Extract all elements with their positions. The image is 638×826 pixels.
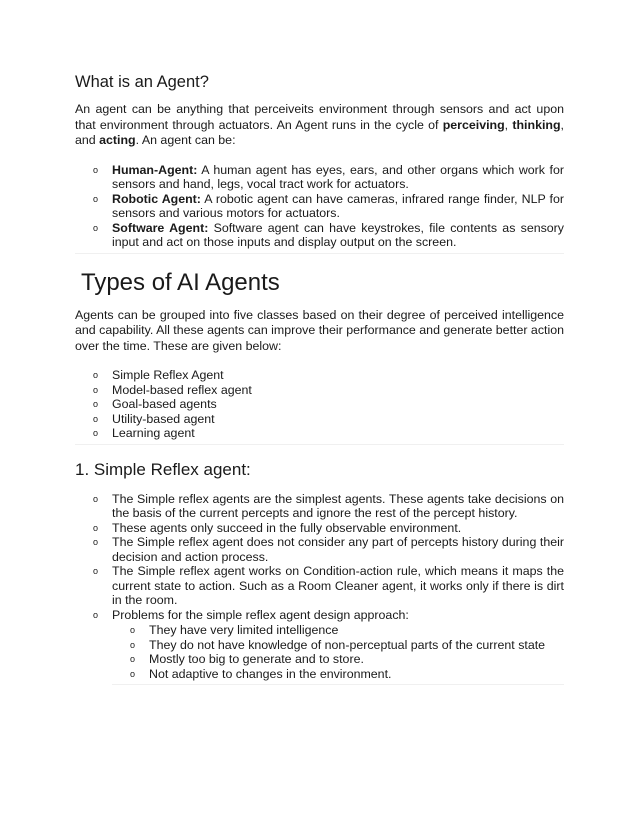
list-item	[93, 564, 564, 608]
agent-kinds-list	[75, 163, 564, 254]
circle-bullet-icon: o	[93, 493, 99, 504]
sublist-item-text: Not adaptive to changes in the environment.	[149, 666, 392, 681]
list-item-term: Robotic Agent:	[112, 191, 201, 206]
simple-reflex-list	[75, 492, 564, 686]
list-item-text: Simple Reflex Agent	[112, 368, 224, 382]
list-item-text: Software agent can have keystrokes, file contents as sensory input and act on those inputs and display output on the screen.	[112, 220, 565, 249]
acting-term: acting	[99, 133, 136, 147]
circle-bullet-icon: o	[130, 625, 136, 635]
list-item-text: Problems for the simple reflex agent design approach:	[112, 607, 409, 622]
list-item	[93, 397, 564, 412]
circle-bullet-icon: o	[93, 370, 99, 380]
circle-bullet-icon: o	[93, 193, 99, 204]
circle-bullet-icon: o	[130, 654, 136, 664]
circle-bullet-icon: o	[93, 384, 99, 395]
heading-simple-reflex-agent: 1. Simple Reflex agent:	[75, 459, 251, 479]
circle-bullet-icon: o	[130, 668, 136, 679]
circle-bullet-icon: o	[93, 566, 99, 576]
list-item-text: Goal-based agents	[112, 397, 217, 411]
agent-types-list	[75, 368, 564, 445]
list-item	[93, 535, 564, 564]
list-item	[93, 382, 564, 398]
sublist-item	[130, 637, 564, 653]
sublist-item	[130, 666, 564, 682]
intro-separator: , and	[75, 117, 564, 147]
agent-definition-paragraph	[75, 102, 564, 149]
list-item-text: Learning agent	[112, 426, 195, 440]
list-item-text: A robotic agent can have cameras, infrared range finder, NLP for sensors and various motors for actuators.	[112, 191, 564, 220]
list-item	[93, 411, 564, 427]
list-item	[93, 220, 565, 250]
list-item	[93, 368, 564, 383]
heading-what-is-an-agent: What is an Agent?	[75, 73, 209, 91]
sublist-item-text: They do not have knowledge of non-perceptual parts of the current state	[149, 637, 546, 652]
intro-text-end: . An agent can be:	[135, 133, 236, 147]
circle-bullet-icon: o	[93, 222, 99, 233]
list-item	[93, 162, 564, 192]
list-item-text: A human agent has eyes, ears, and other organs which work for sensors and hand, legs, vocal tract work for actuators.	[112, 162, 564, 191]
thinking-term: thinking	[512, 117, 561, 132]
list-item	[93, 607, 564, 686]
agent-classes-paragraph: Agents can be grouped into five classes based on their degree of perceived intelligence and capability. All these agents can improve their performance and generate better action over the time. These are given below:	[75, 307, 564, 353]
heading-types-of-ai-agents: Types of AI Agents	[81, 268, 280, 296]
sublist-item-text: They have very limited intelligence	[149, 623, 339, 637]
list-item-text: The Simple reflex agent works on Condition-action rule, which means it maps the current state to action. Such as a Room Cleaner agent, it works only if there is dirt in the room.	[112, 564, 564, 607]
list-item-term: Software Agent:	[112, 220, 209, 235]
problems-sublist	[112, 623, 564, 685]
circle-bullet-icon: o	[93, 413, 99, 424]
list-item-text: The Simple reflex agent does not consider any part of percepts history during their decision and action process.	[112, 535, 564, 564]
circle-bullet-icon: o	[130, 639, 136, 650]
list-item	[93, 191, 564, 221]
intro-separator: ,	[504, 117, 513, 132]
list-item	[93, 426, 564, 441]
circle-bullet-icon: o	[93, 399, 99, 409]
sublist-item	[130, 652, 564, 667]
perceiving-term: perceiving	[442, 117, 505, 132]
list-item-text: Model-based reflex agent	[112, 382, 252, 397]
list-item	[93, 520, 564, 536]
sublist-item	[130, 623, 564, 638]
list-item-text: These agents only succeed in the fully observable environment.	[112, 520, 462, 535]
intro-text: An agent can be anything that perceiveits environment through sensors and act upon that environment through actuators. An Agent runs in the cycle of	[75, 102, 564, 132]
list-item	[93, 491, 564, 521]
list-item-text: The Simple reflex agents are the simplest agents. These agents take decisions on the basis of the current percepts and ignore the rest of the percept history.	[112, 491, 564, 520]
list-item-term: Human-Agent:	[112, 162, 198, 177]
circle-bullet-icon: o	[93, 522, 99, 533]
circle-bullet-icon: o	[93, 609, 99, 620]
sublist-item-text: Mostly too big to generate and to store.	[149, 652, 364, 666]
circle-bullet-icon: o	[93, 537, 99, 547]
document-content	[75, 72, 564, 685]
circle-bullet-icon: o	[93, 164, 99, 175]
list-item-text: Utility-based agent	[112, 411, 215, 426]
circle-bullet-icon: o	[93, 428, 99, 438]
